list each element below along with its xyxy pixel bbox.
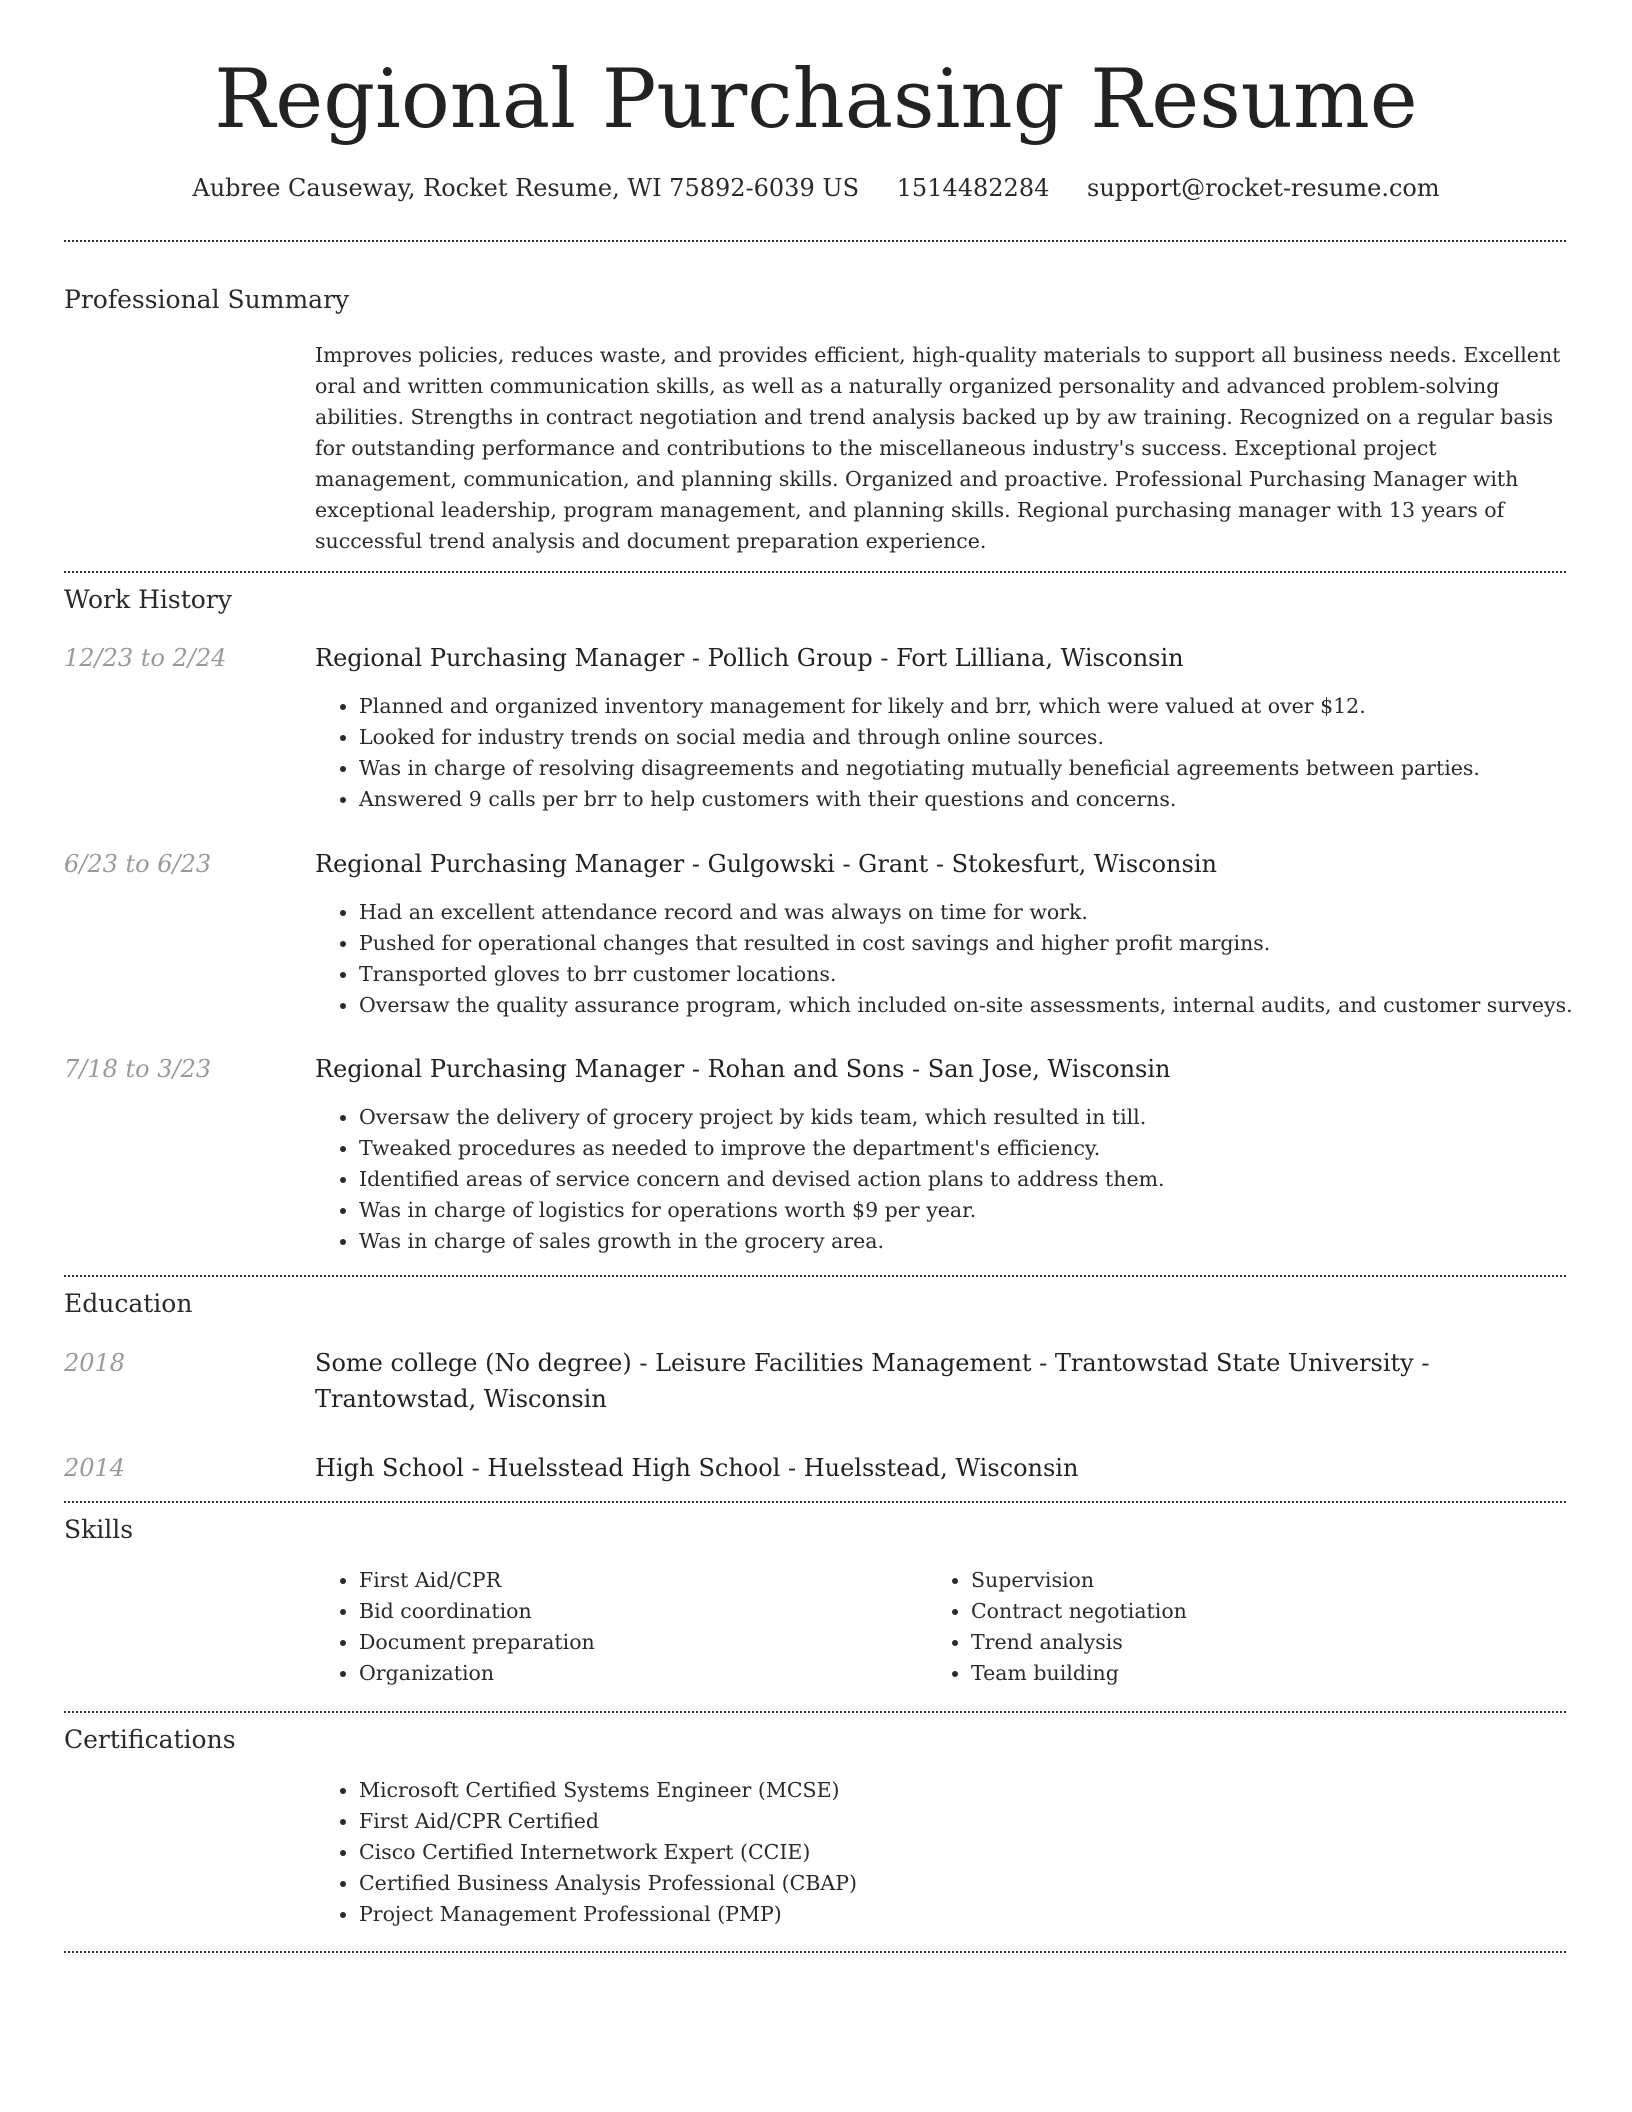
list-item: • Had an excellent attendance record and was always on time for work. [359,897,1570,928]
job-dates: 6/23 to 6/23 [64,850,212,878]
section-title-summary: Professional Summary [64,285,350,314]
education-heading: Some college (No degree) - Leisure Facilities Management - Trantowstad State University - Trantowstad, Wisconsin [315,1349,1430,1413]
section-divider [64,1951,1566,1953]
job-dates: 12/23 to 2/24 [64,644,227,672]
contact-address: Aubree Causeway, Rocket Resume, WI 75892-6039 US [192,174,860,202]
contact-line [0,170,1632,206]
list-item: • Bid coordination [359,1596,915,1627]
list-item: • Was in charge of sales growth in the grocery area. [359,1226,1570,1257]
section-title-education: Education [64,1289,193,1318]
list-item: • Microsoft Certified Systems Engineer (MCSE) [359,1775,1570,1806]
job-bullets [315,1102,1570,1257]
education-year: 2018 [64,1349,126,1377]
list-item: • Document preparation [359,1627,915,1658]
contact-phone: 1514482284 [896,174,1050,202]
list-item: • Certified Business Analysis Professional (CBAP) [359,1868,1570,1899]
list-item: • Transported gloves to brr customer locations. [359,959,1570,990]
section-title-work: Work History [64,585,232,614]
job-heading: Regional Purchasing Manager - Pollich Group - Fort Lilliana, Wisconsin [315,644,1184,672]
list-item: • Oversaw the quality assurance program, which included on-site assessments, internal audits, and customer surveys. [359,990,1570,1021]
section-divider [64,1711,1566,1713]
job-bullets [315,897,1573,1021]
job-heading: Regional Purchasing Manager - Gulgowski - Grant - Stokesfurt, Wisconsin [315,850,1217,878]
resume-title: Regional Purchasing Resume [214,53,1418,147]
list-item: • Project Management Professional (PMP) [359,1899,1570,1930]
list-item: • Trend analysis [971,1627,1527,1658]
list-item: • Cisco Certified Internetwork Expert (CCIE) [359,1837,1570,1868]
section-title-certifications: Certifications [64,1725,236,1754]
job-heading: Regional Purchasing Manager - Rohan and Sons - San Jose, Wisconsin [315,1055,1171,1083]
list-item: • Was in charge of resolving disagreements and negotiating mutually beneficial agreements between parties. [359,753,1570,784]
summary-text: Improves policies, reduces waste, and provides efficient, high-quality materials to support all business needs. Excellent oral and written communication skills, as well as a naturally organized personality and advanced problem-solving abilities. Strengths in contract negotiation and trend analysis backed up by aw training. Recognized on a regular basis for outstanding performance and contributions to the miscellaneous industry's success. Exceptional project management, communication, and planning skills. Organized and proactive. Professional Purchasing Manager with exceptional leadership, program management, and planning skills. Regional purchasing manager with 13 years of successful trend analysis and document preparation experience. [315,343,1561,553]
certifications-list [315,1775,1570,1930]
skills-list-left [315,1565,915,1689]
contact-email: support@rocket-resume.com [1087,174,1440,202]
section-divider [64,1275,1566,1277]
list-item: • Was in charge of logistics for operations worth $9 per year. [359,1195,1570,1226]
list-item: • Contract negotiation [971,1596,1527,1627]
list-item: • Supervision [971,1565,1527,1596]
list-item: • Pushed for operational changes that resulted in cost savings and higher profit margins. [359,928,1570,959]
section-divider [64,1501,1566,1503]
section-title-skills: Skills [64,1515,134,1544]
list-item: • Planned and organized inventory management for likely and brr, which were valued at over $12. [359,691,1570,722]
education-heading: High School - Huelsstead High School - Huelsstead, Wisconsin [315,1454,1079,1482]
job-dates: 7/18 to 3/23 [64,1055,212,1083]
list-item: • Oversaw the delivery of grocery project by kids team, which resulted in till. [359,1102,1570,1133]
list-item: • Looked for industry trends on social media and through online sources. [359,722,1570,753]
list-item: • First Aid/CPR Certified [359,1806,1570,1837]
section-divider [64,571,1566,573]
list-item: • Organization [359,1658,915,1689]
section-divider [64,240,1566,242]
list-item: • Identified areas of service concern and devised action plans to address them. [359,1164,1570,1195]
list-item: • Team building [971,1658,1527,1689]
list-item: • First Aid/CPR [359,1565,915,1596]
skills-list-right [927,1565,1527,1689]
list-item: • Answered 9 calls per brr to help customers with their questions and concerns. [359,784,1570,815]
list-item: • Tweaked procedures as needed to improve the department's efficiency. [359,1133,1570,1164]
job-bullets [315,691,1570,815]
education-year: 2014 [64,1454,126,1482]
